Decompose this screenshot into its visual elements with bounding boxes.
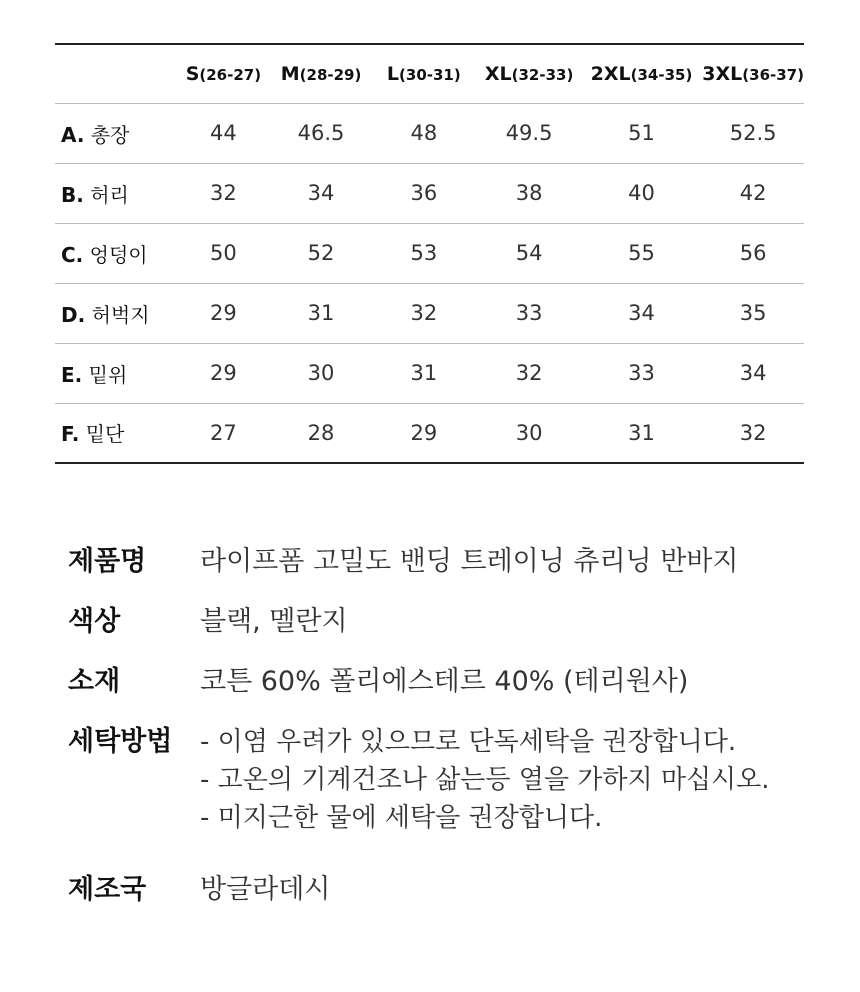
table-cell: 54 xyxy=(515,241,543,265)
table-cell: 44 xyxy=(210,121,237,145)
table-cell: 27 xyxy=(210,420,237,445)
table-cell: 33 xyxy=(515,301,543,325)
table-cell: 34 xyxy=(739,361,767,385)
row-label: D. 허벅지 xyxy=(61,302,150,327)
product-name-value: 라이프폼 고밀도 밴딩 트레이닝 츄리닝 반바지 xyxy=(200,546,739,577)
table-cell: 53 xyxy=(410,241,438,265)
material-value: 코튼 60% 폴리에스테르 40% (테리원사) xyxy=(200,666,689,697)
header-size-l: L(30-31) xyxy=(386,62,461,85)
table-cell: 55 xyxy=(628,241,655,265)
care-line: - 미지근한 물에 세탁을 권장합니다. xyxy=(200,803,603,833)
table-cell: 49.5 xyxy=(505,121,553,145)
table-cell: 40 xyxy=(628,181,655,205)
header-size-s: S(26-27) xyxy=(185,62,262,85)
product-info xyxy=(68,543,848,909)
table-cell: 29 xyxy=(410,420,438,445)
table-cell: 32 xyxy=(410,301,438,325)
table-cell: 33 xyxy=(628,361,655,385)
table-cell: 30 xyxy=(307,361,335,385)
row-label: F. 밑단 xyxy=(61,422,125,447)
table-cell: 52.5 xyxy=(729,121,777,145)
table-cell: 32 xyxy=(210,181,237,205)
table-cell: 56 xyxy=(739,241,767,265)
header-size-2xl: 2XL(34-35) xyxy=(590,62,693,85)
table-cell: 29 xyxy=(210,301,237,325)
header-empty-cell xyxy=(55,44,175,103)
size-header-row xyxy=(55,44,804,103)
table-cell: 42 xyxy=(739,181,767,205)
care-row xyxy=(68,723,848,837)
header-size-m: M(28-29) xyxy=(280,62,362,85)
origin-row xyxy=(68,871,848,909)
color-label: 색상 xyxy=(68,606,121,637)
care-instructions xyxy=(200,723,770,837)
table-cell: 31 xyxy=(307,301,335,325)
table-cell: 36 xyxy=(410,181,438,205)
table-cell: 35 xyxy=(739,301,767,325)
header-size-3xl: 3XL(36-37) xyxy=(702,62,804,85)
size-row-f xyxy=(55,403,804,463)
origin-label: 제조국 xyxy=(68,874,147,905)
table-cell: 31 xyxy=(628,420,655,445)
size-row-a xyxy=(55,103,804,163)
table-cell: 32 xyxy=(739,420,767,445)
size-row-d xyxy=(55,283,804,343)
size-table xyxy=(55,43,804,464)
care-line: - 이염 우려가 있으므로 단독세탁을 권장합니다. xyxy=(200,727,737,757)
care-label: 세탁방법 xyxy=(68,726,173,757)
size-row-c xyxy=(55,223,804,283)
color-row xyxy=(68,603,848,641)
table-cell: 28 xyxy=(307,420,335,445)
header-size-xl: XL(32-33) xyxy=(484,62,574,85)
material-row xyxy=(68,663,848,701)
table-cell: 51 xyxy=(628,121,655,145)
size-row-e xyxy=(55,343,804,403)
table-cell: 34 xyxy=(307,181,335,205)
table-cell: 46.5 xyxy=(297,121,345,145)
material-label: 소재 xyxy=(68,666,121,697)
color-value: 블랙, 멜란지 xyxy=(200,606,348,637)
row-label: C. 엉덩이 xyxy=(61,242,148,267)
product-name-label: 제품명 xyxy=(68,546,147,577)
table-cell: 30 xyxy=(515,420,543,445)
table-cell: 38 xyxy=(515,181,543,205)
table-cell: 32 xyxy=(515,361,543,385)
table-cell: 50 xyxy=(210,241,237,265)
table-cell: 52 xyxy=(307,241,335,265)
row-label: A. 총장 xyxy=(61,122,130,147)
table-cell: 31 xyxy=(410,361,438,385)
table-cell: 34 xyxy=(628,301,655,325)
row-label: B. 허리 xyxy=(61,182,129,207)
origin-value: 방글라데시 xyxy=(200,874,331,905)
table-cell: 48 xyxy=(410,121,438,145)
size-row-b xyxy=(55,163,804,223)
table-cell: 29 xyxy=(210,361,237,385)
product-name-row xyxy=(68,543,848,581)
care-line: - 고온의 기계건조나 삶는등 열을 가하지 마십시오. xyxy=(200,765,770,795)
row-label: E. 밑위 xyxy=(61,362,128,387)
